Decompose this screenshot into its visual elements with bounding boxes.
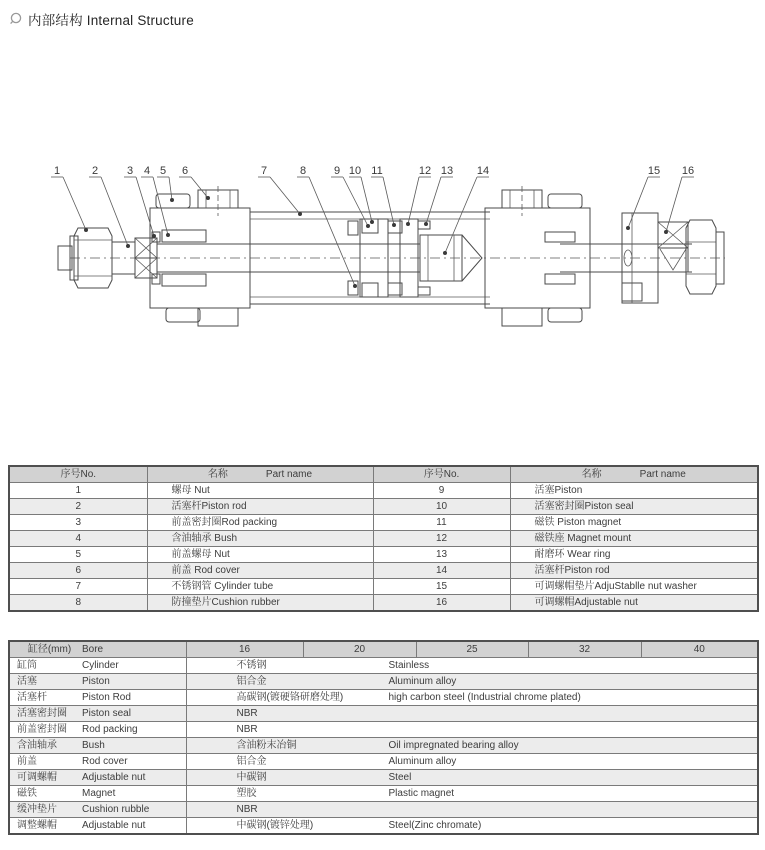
parts-table-row xyxy=(9,515,758,531)
material-label-cell: 可调螺帽 Adjustable nut xyxy=(9,770,186,786)
part-name-cell: 磁铁 Piston magnet xyxy=(510,515,758,531)
materials-table-row xyxy=(9,754,758,770)
bore-size-header: 16 xyxy=(186,641,303,658)
callout-dot xyxy=(152,234,156,238)
part-name-cell: 活塞杆Piston rod xyxy=(510,563,758,579)
callout-number: 4 xyxy=(143,165,151,177)
part-number-cell: 1 xyxy=(9,483,147,499)
callout-number: 2 xyxy=(91,165,99,177)
callout-number: 10 xyxy=(348,165,362,177)
callout-dot xyxy=(424,222,428,226)
callout-leader-line xyxy=(169,177,172,200)
callout-number: 1 xyxy=(53,165,61,177)
callout-dot xyxy=(392,223,396,227)
callout-leader-line xyxy=(63,177,86,230)
material-label-cell: 活塞密封圈 Piston seal xyxy=(9,706,186,722)
part-number-cell: 10 xyxy=(373,499,510,515)
part-name-cell: 防撞垫片Cushion rubber xyxy=(147,595,373,612)
material-value-cell: 高碳钢(镀硬铬研磨处理) high carbon steel (Industrial chrome plated) xyxy=(186,690,758,706)
callout-number: 13 xyxy=(440,165,454,177)
materials-table-row xyxy=(9,786,758,802)
diagram-svg xyxy=(0,158,765,338)
callout-dot xyxy=(206,196,210,200)
col-header-name-right: 名称 Part name xyxy=(510,466,758,483)
part-number-cell: 13 xyxy=(373,547,510,563)
callout-number: 8 xyxy=(299,165,307,177)
part-name-cell: 耐磨环 Wear ring xyxy=(510,547,758,563)
col-header-no-left: 序号No. xyxy=(9,466,147,483)
material-value-cell: 铝合金 Aluminum alloy xyxy=(186,674,758,690)
callout-dot xyxy=(353,284,357,288)
part-number-cell: 2 xyxy=(9,499,147,515)
callout-number: 6 xyxy=(181,165,189,177)
part-number-cell: 11 xyxy=(373,515,510,531)
col-header-no-right: 序号No. xyxy=(373,466,510,483)
bore-size-header: 40 xyxy=(641,641,758,658)
callout-number: 3 xyxy=(126,165,134,177)
material-value-cell: 铝合金 Aluminum alloy xyxy=(186,754,758,770)
part-name-cell: 活塞密封圈Piston seal xyxy=(510,499,758,515)
materials-table-wrap xyxy=(8,640,759,835)
col-header-name-left: 名称 Part name xyxy=(147,466,373,483)
part-number-cell: 8 xyxy=(9,595,147,612)
callout-leader-line xyxy=(383,177,394,225)
part-name-cell: 前盖螺母 Nut xyxy=(147,547,373,563)
material-label-cell: 前盖 Rod cover xyxy=(9,754,186,770)
parts-table xyxy=(8,465,759,612)
callout-dot xyxy=(298,212,302,216)
material-value-cell: 中碳钢 Steel xyxy=(186,770,758,786)
parts-table-header-row xyxy=(9,466,758,483)
part-number-cell: 16 xyxy=(373,595,510,612)
material-label-cell: 调整螺帽 Adjustable nut xyxy=(9,818,186,835)
bore-size-header: 20 xyxy=(303,641,416,658)
materials-table-row xyxy=(9,722,758,738)
cylinder-drawing xyxy=(58,186,724,326)
callout-number: 5 xyxy=(159,165,167,177)
materials-table-row xyxy=(9,738,758,754)
part-number-cell: 3 xyxy=(9,515,147,531)
part-number-cell: 6 xyxy=(9,563,147,579)
callout-number: 14 xyxy=(476,165,490,177)
callout-leader-line xyxy=(153,177,168,235)
callout-number: 11 xyxy=(371,165,383,177)
callout-number: 15 xyxy=(647,165,661,177)
material-value-cell: NBR xyxy=(186,802,758,818)
materials-table-row xyxy=(9,802,758,818)
part-number-cell: 14 xyxy=(373,563,510,579)
part-name-cell: 活塞杆Piston rod xyxy=(147,499,373,515)
parts-table-row xyxy=(9,579,758,595)
parts-table-row xyxy=(9,499,758,515)
bore-size-header: 32 xyxy=(528,641,641,658)
callout-leader-line xyxy=(408,177,419,224)
parts-table-wrap xyxy=(8,465,759,612)
part-number-cell: 4 xyxy=(9,531,147,547)
materials-table-row xyxy=(9,658,758,674)
magnifier-icon xyxy=(8,11,24,27)
materials-table xyxy=(8,640,759,835)
callout-leader-line xyxy=(666,177,682,232)
part-name-cell: 不锈钢管 Cylinder tube xyxy=(147,579,373,595)
callout-number: 12 xyxy=(418,165,432,177)
material-label-cell: 活塞杆 Piston Rod xyxy=(9,690,186,706)
callout-number: 9 xyxy=(333,165,341,177)
material-value-cell: NBR xyxy=(186,706,758,722)
material-value-cell: 塑胶 Plastic magnet xyxy=(186,786,758,802)
material-label-cell: 前盖密封圈 Rod packing xyxy=(9,722,186,738)
materials-table-row xyxy=(9,818,758,835)
parts-table-row xyxy=(9,595,758,612)
material-label-cell: 缸筒 Cylinder xyxy=(9,658,186,674)
part-name-cell: 前盖密封圈Rod packing xyxy=(147,515,373,531)
col-header-bore: 缸径(mm) Bore xyxy=(9,641,186,658)
parts-table-row xyxy=(9,547,758,563)
part-number-cell: 12 xyxy=(373,531,510,547)
parts-table-row xyxy=(9,483,758,499)
callout-dot xyxy=(664,230,668,234)
page-title: 内部结构 Internal Structure xyxy=(28,13,194,28)
callout-dot xyxy=(370,220,374,224)
part-number-cell: 9 xyxy=(373,483,510,499)
parts-table-row xyxy=(9,563,758,579)
callout-leader-line xyxy=(270,177,300,214)
materials-table-row xyxy=(9,706,758,722)
materials-table-row xyxy=(9,690,758,706)
callout-leader-line xyxy=(445,177,477,253)
material-value-cell: 不锈钢 Stainless xyxy=(186,658,758,674)
material-label-cell: 缓冲垫片 Cushion rubble xyxy=(9,802,186,818)
part-name-cell: 螺母 Nut xyxy=(147,483,373,499)
part-name-cell: 可调螺帽垫片AdjuStablle nut washer xyxy=(510,579,758,595)
page-header xyxy=(8,9,194,29)
callout-dot xyxy=(443,251,447,255)
parts-table-row xyxy=(9,531,758,547)
callout-dot xyxy=(626,226,630,230)
material-value-cell: 含油粉末冶铜 Oil impregnated bearing alloy xyxy=(186,738,758,754)
callout-leader-line xyxy=(101,177,128,246)
callout-dot xyxy=(84,228,88,232)
callout-dot xyxy=(406,222,410,226)
material-value-cell: 中碳钢(镀锌处理) Steel(Zinc chromate) xyxy=(186,818,758,835)
part-name-cell: 活塞Piston xyxy=(510,483,758,499)
callout-dot xyxy=(170,198,174,202)
bore-size-header: 25 xyxy=(416,641,528,658)
material-label-cell: 活塞 Piston xyxy=(9,674,186,690)
material-label-cell: 磁铁 Magnet xyxy=(9,786,186,802)
callout-leader-line xyxy=(426,177,441,224)
callout-number: 7 xyxy=(260,165,268,177)
callout-number: 16 xyxy=(681,165,695,177)
part-number-cell: 5 xyxy=(9,547,147,563)
callout-dot xyxy=(166,233,170,237)
part-name-cell: 前盖 Rod cover xyxy=(147,563,373,579)
material-value-cell: NBR xyxy=(186,722,758,738)
materials-table-row xyxy=(9,674,758,690)
callout-leader-line xyxy=(136,177,154,236)
materials-table-header-row xyxy=(9,641,758,658)
callout-dot xyxy=(126,244,130,248)
materials-table-row xyxy=(9,770,758,786)
part-number-cell: 15 xyxy=(373,579,510,595)
part-name-cell: 含油轴承 Bush xyxy=(147,531,373,547)
part-name-cell: 磁铁座 Magnet mount xyxy=(510,531,758,547)
callout-dot xyxy=(366,224,370,228)
callout-leader-line xyxy=(628,177,648,228)
material-label-cell: 含油轴承 Bush xyxy=(9,738,186,754)
part-name-cell: 可调螺帽Adjustable nut xyxy=(510,595,758,612)
callout-leader-line xyxy=(191,177,208,198)
part-number-cell: 7 xyxy=(9,579,147,595)
